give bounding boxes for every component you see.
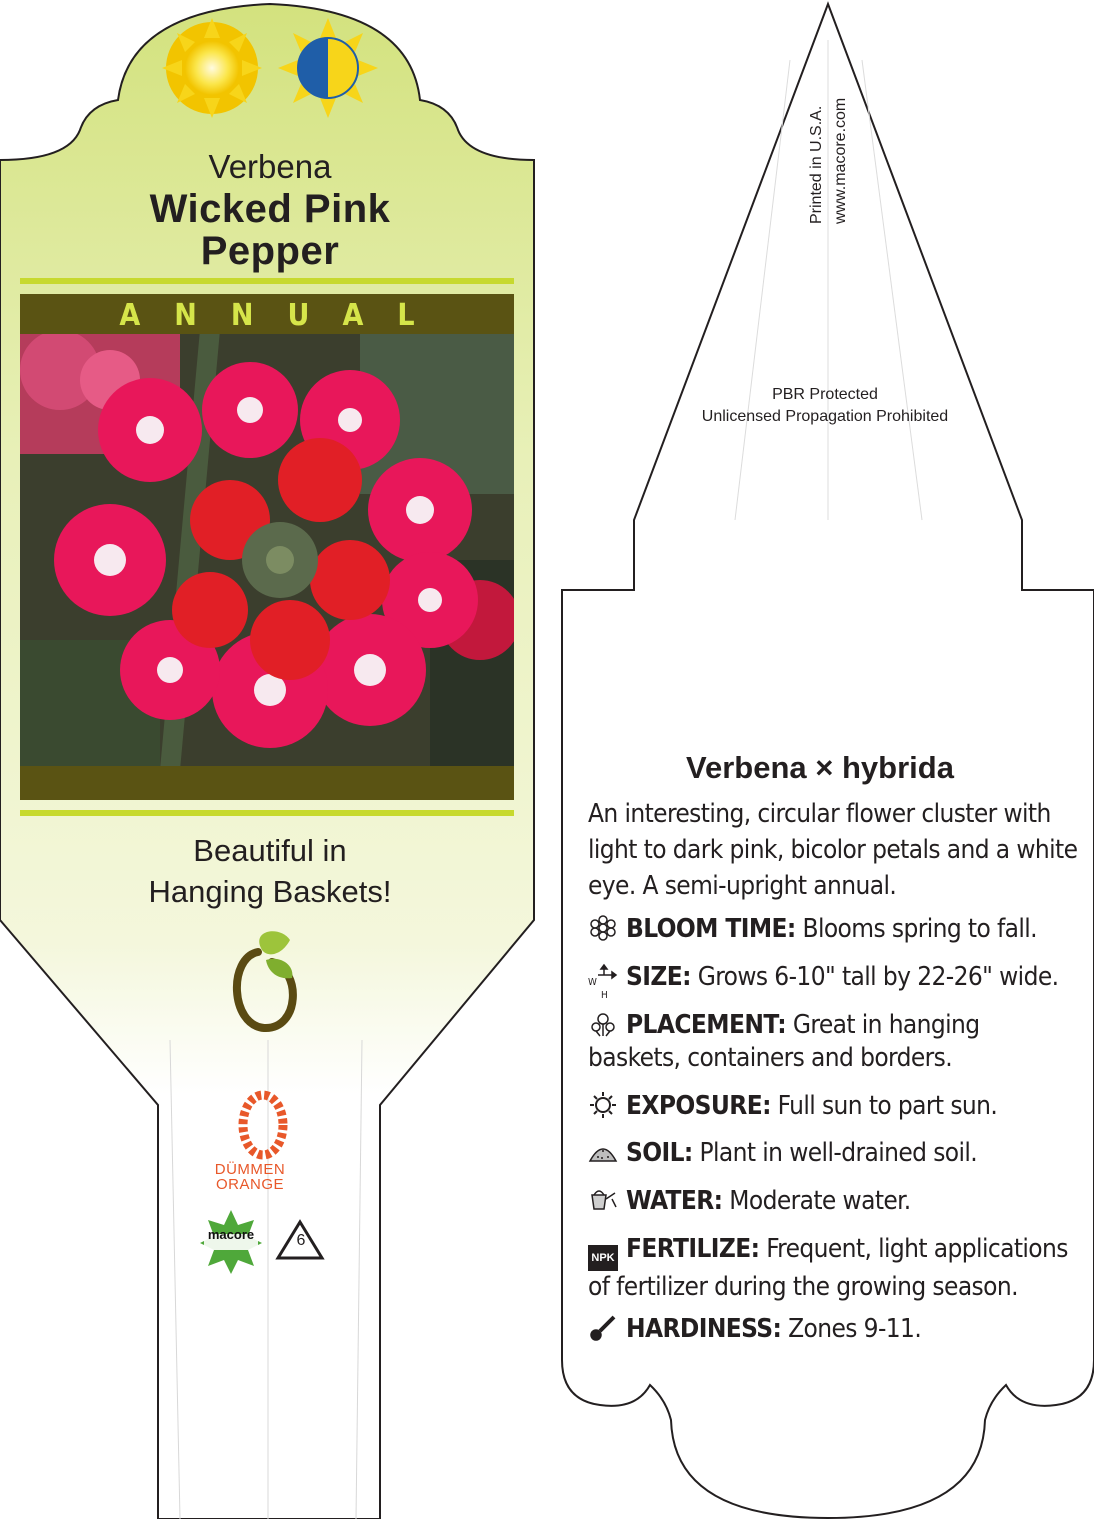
care-label: HARDINESS: bbox=[626, 1314, 782, 1344]
thermometer-icon bbox=[588, 1315, 618, 1341]
variety-name-line2: Pepper bbox=[200, 229, 340, 273]
care-label: SOIL: bbox=[626, 1138, 693, 1168]
flower-icon bbox=[588, 915, 618, 941]
care-water bbox=[588, 1185, 1078, 1218]
common-name: Verbena bbox=[208, 148, 332, 185]
care-label: BLOOM TIME: bbox=[626, 914, 796, 944]
printed-in-usa: Printed in U.S.A. bbox=[808, 105, 825, 224]
tagline-line1: Beautiful in bbox=[193, 833, 347, 868]
care-text: Blooms spring to fall. bbox=[802, 914, 1038, 944]
care-placement bbox=[588, 1009, 1078, 1075]
care-label: SIZE: bbox=[626, 962, 691, 992]
pbr-line2: Unlicensed Propagation Prohibited bbox=[701, 408, 949, 425]
part-sun-icon bbox=[278, 18, 378, 118]
soil-pile-icon bbox=[588, 1139, 618, 1165]
care-text: Zones 9-11. bbox=[788, 1314, 922, 1344]
size-h-letter: H bbox=[601, 990, 608, 1001]
placement-flower-icon bbox=[588, 1011, 618, 1037]
size-w-letter: W bbox=[588, 977, 597, 988]
care-exposure bbox=[588, 1090, 1078, 1123]
tagline-line2: Hanging Baskets! bbox=[148, 874, 392, 909]
care-size bbox=[588, 961, 1078, 1001]
care-bloom-time bbox=[588, 913, 1078, 946]
care-text: Frequent, light applications of fertilizer during the growing season. bbox=[588, 1234, 1068, 1302]
care-text: Full sun to part sun. bbox=[777, 1091, 998, 1121]
care-label: WATER: bbox=[626, 1186, 723, 1216]
brand-name-line2: ORANGE bbox=[215, 1176, 284, 1193]
brand-name-line1: DÜMMEN bbox=[214, 1161, 286, 1178]
printer-website: www.macore.com bbox=[832, 97, 849, 224]
brand-name bbox=[200, 1162, 300, 1192]
plant-description: An interesting, circular flower cluster with light to dark pink, bicolor petals and a white eye. A semi-upright annual. bbox=[588, 799, 1078, 901]
plant-type-label: ANNUAL bbox=[119, 298, 449, 333]
care-soil bbox=[588, 1137, 1078, 1170]
care-fertilize bbox=[588, 1233, 1078, 1304]
care-text: Moderate water. bbox=[729, 1186, 911, 1216]
care-label: EXPOSURE: bbox=[626, 1091, 771, 1121]
printer-logo-text: macore bbox=[207, 1227, 255, 1242]
npk-bag-icon: NPK bbox=[588, 1245, 618, 1271]
scientific-name: Verbena × hybrida bbox=[686, 750, 954, 785]
pbr-line1: PBR Protected bbox=[772, 386, 878, 403]
size-arrows-icon bbox=[588, 963, 618, 1001]
care-text: Grows 6-10" tall by 22-26" wide. bbox=[697, 962, 1059, 992]
flower-photo bbox=[20, 330, 520, 770]
care-label: PLACEMENT: bbox=[626, 1010, 787, 1040]
care-text: Plant in well-drained soil. bbox=[699, 1138, 978, 1168]
variety-name-line1: Wicked Pink bbox=[149, 187, 391, 231]
watering-can-icon bbox=[588, 1187, 618, 1213]
care-text: Great in hanging baskets, containers and borders. bbox=[588, 1010, 980, 1073]
full-sun-icon bbox=[162, 18, 262, 118]
variety-name bbox=[60, 188, 480, 272]
recycle-code: 6 bbox=[296, 1232, 306, 1249]
tagline bbox=[60, 830, 480, 912]
sun-outline-icon bbox=[588, 1092, 618, 1118]
care-label: FERTILIZE: bbox=[626, 1234, 760, 1264]
care-hardiness bbox=[588, 1313, 1078, 1346]
pbr-notice bbox=[660, 384, 990, 428]
